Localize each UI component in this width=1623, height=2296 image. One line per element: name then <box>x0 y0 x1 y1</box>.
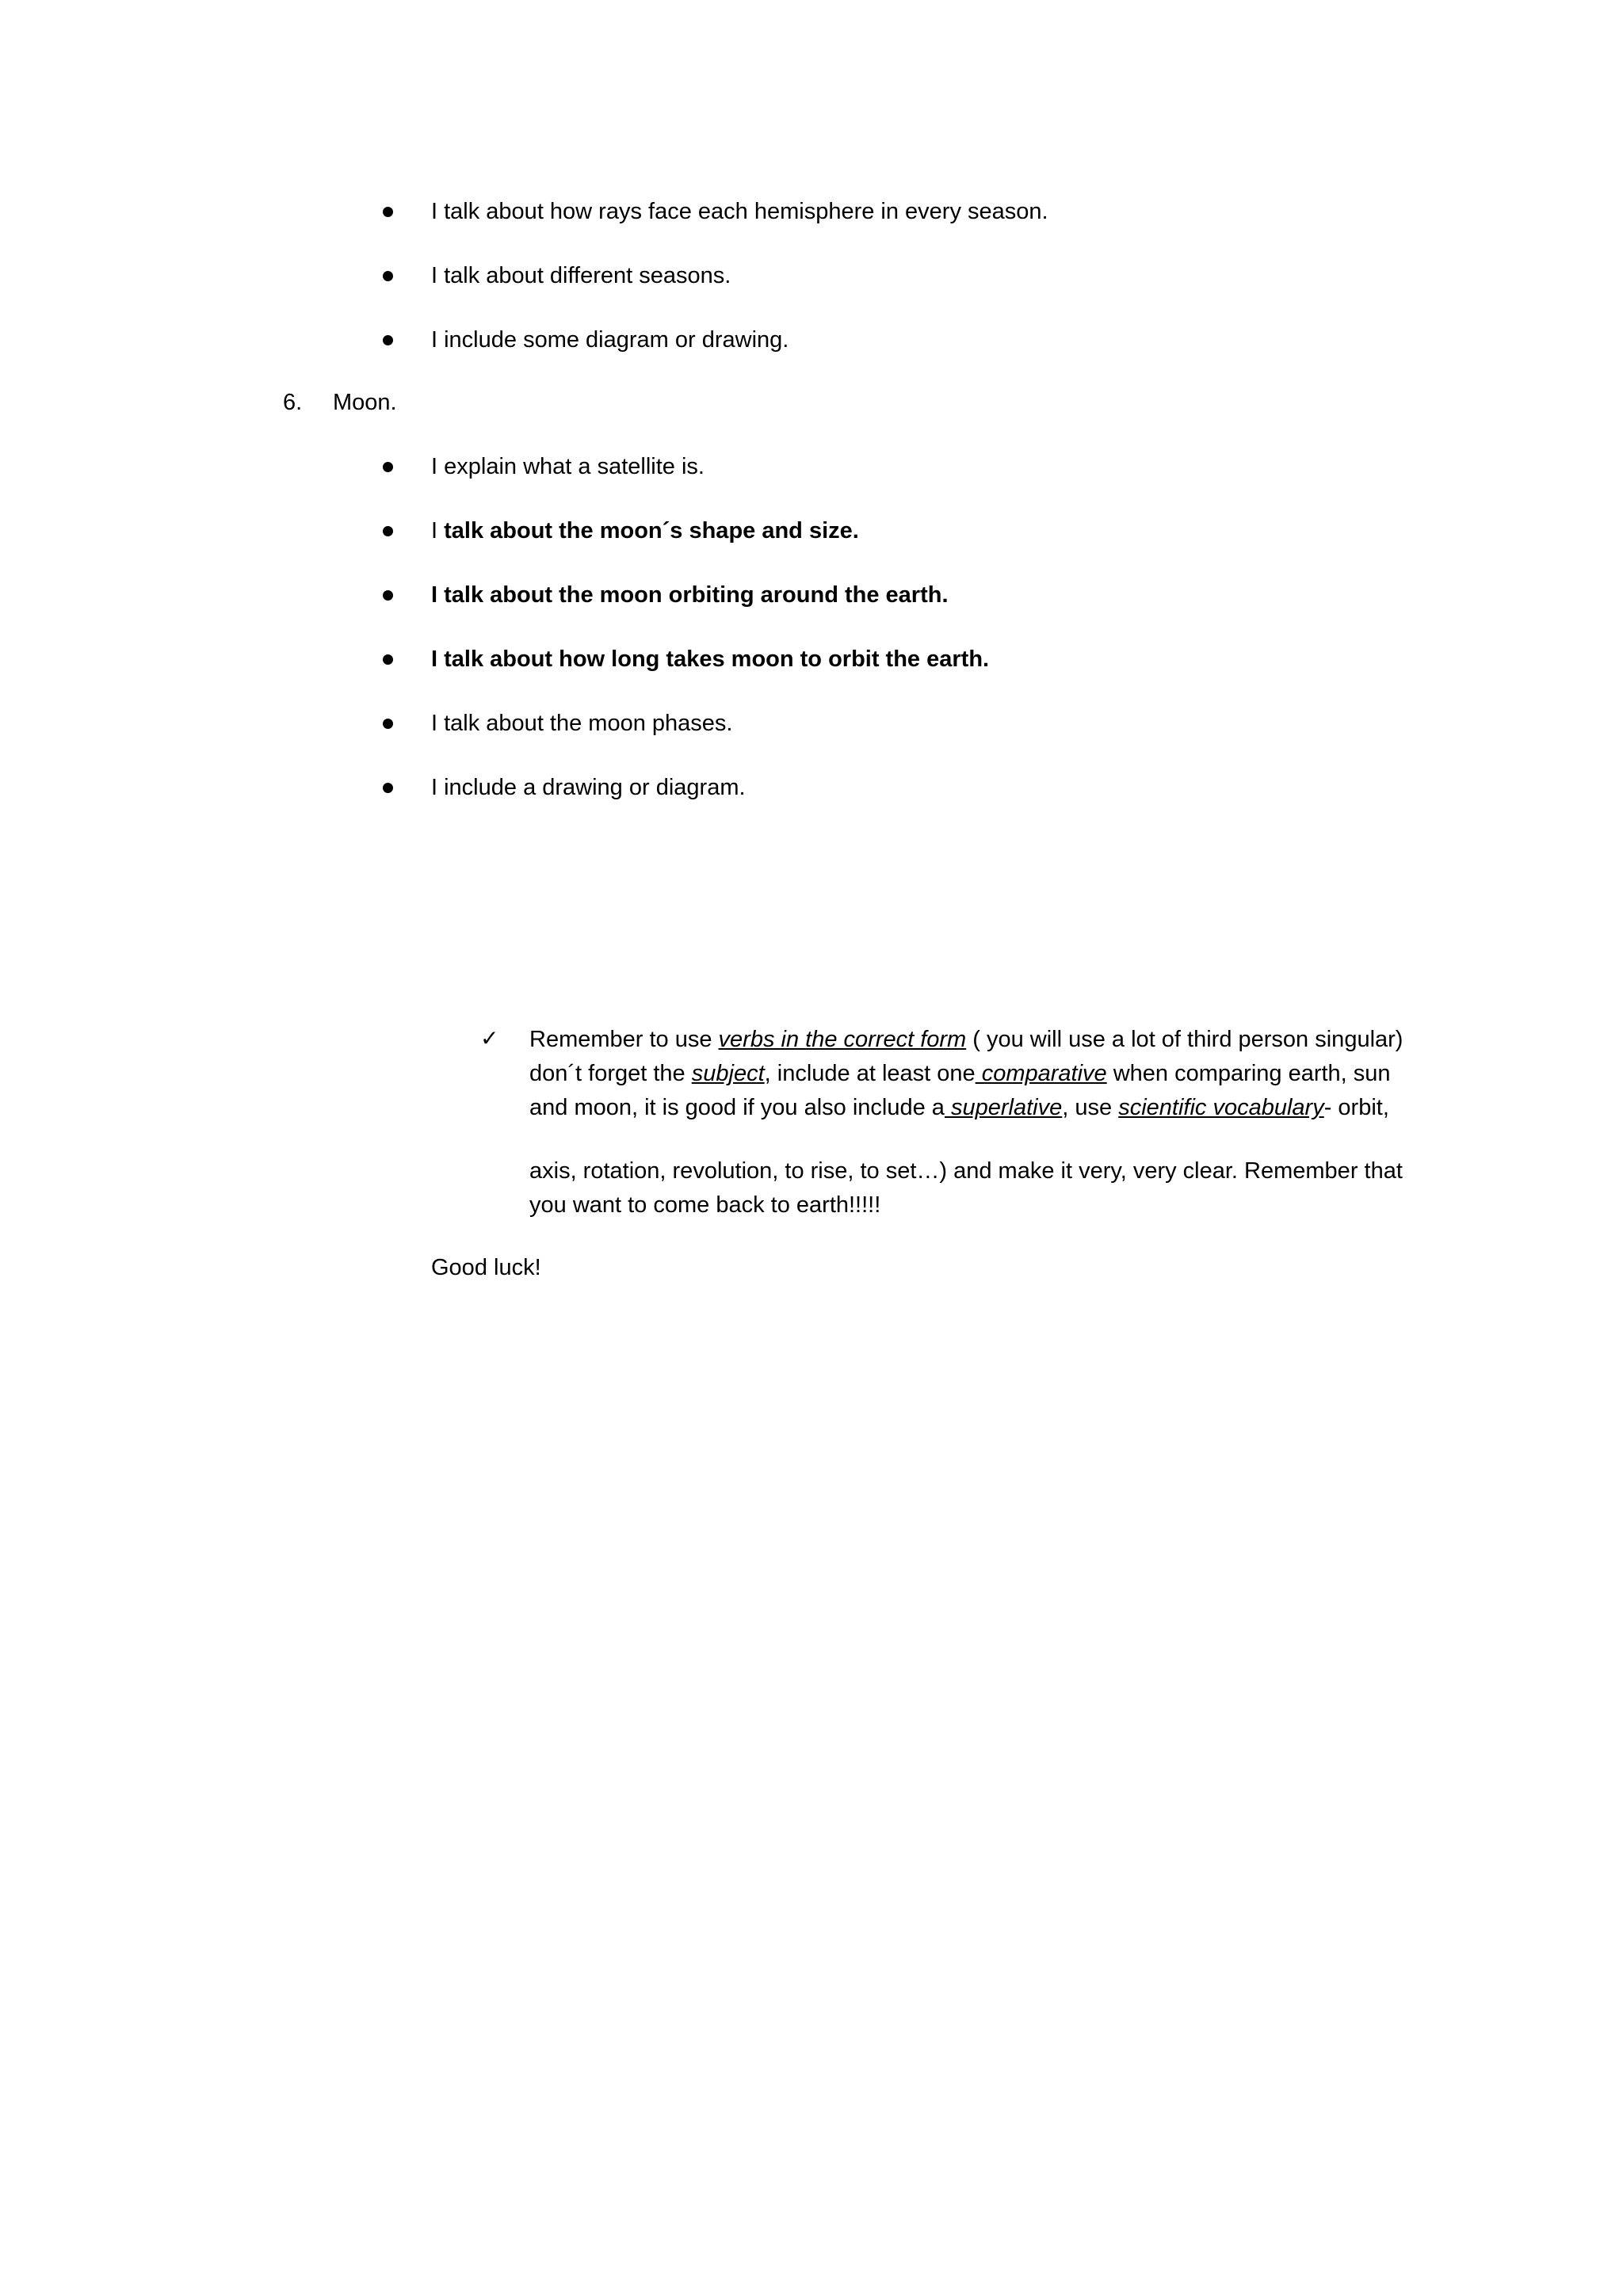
bullet-icon <box>383 590 393 601</box>
list-item: I explain what a satellite is. <box>431 454 705 479</box>
list-item: I include a drawing or diagram. <box>431 775 746 800</box>
list-item: I talk about how long takes moon to orbit the earth. <box>431 646 990 672</box>
reminder-text: don´t forget the <box>529 1061 692 1086</box>
list-item: I talk about the moon phases. <box>431 711 733 736</box>
closing-text: Good luck! <box>431 1255 541 1280</box>
bullet-icon <box>383 271 393 281</box>
reminder-line-1 <box>529 1023 1403 1057</box>
reminder-emphasis: verbs in the correct form <box>718 1027 967 1052</box>
reminder-text: , include at least one <box>764 1061 976 1086</box>
reminder-emphasis: scientific vocabulary <box>1118 1095 1324 1120</box>
reminder-emphasis: subject <box>691 1061 765 1086</box>
reminder-emphasis: superlative <box>944 1095 1063 1120</box>
list-item <box>431 514 859 548</box>
bullet-icon <box>383 335 393 345</box>
section-title: Moon. <box>333 390 397 415</box>
checkmark-icon: ✓ <box>480 1025 499 1051</box>
bullet-icon <box>383 526 393 536</box>
reminder-line-3 <box>529 1091 1389 1125</box>
reminder-text: and moon, it is good if you also include a <box>529 1095 945 1120</box>
list-item: I talk about different seasons. <box>431 263 731 288</box>
reminder-text: , use <box>1062 1095 1119 1120</box>
list-item: I talk about how rays face each hemisphere in every season. <box>431 199 1048 224</box>
reminder-line-4: axis, rotation, revolution, to rise, to set…) and make it very, very clear. Remember that <box>529 1158 1403 1184</box>
list-item-bold: talk about the moon´s shape and size. <box>444 518 859 543</box>
reminder-line-5: you want to come back to earth!!!!! <box>529 1192 881 1218</box>
bullet-icon <box>383 783 393 793</box>
reminder-text: ( you will use a lot of third person singular) <box>966 1027 1403 1052</box>
reminder-text: - orbit, <box>1323 1095 1389 1120</box>
bullet-icon <box>383 654 393 665</box>
list-item: I include some diagram or drawing. <box>431 327 789 353</box>
reminder-line-2 <box>529 1057 1391 1091</box>
bullet-icon <box>383 719 393 729</box>
bullet-icon <box>383 207 393 217</box>
reminder-text: when comparing earth, sun <box>1106 1061 1391 1086</box>
bullet-icon <box>383 462 393 472</box>
list-item-prefix: I <box>431 518 445 543</box>
list-item: I talk about the moon orbiting around the earth. <box>431 582 949 608</box>
reminder-emphasis: comparative <box>975 1061 1107 1086</box>
section-number: 6. <box>283 390 303 415</box>
reminder-text: Remember to use <box>529 1027 719 1052</box>
